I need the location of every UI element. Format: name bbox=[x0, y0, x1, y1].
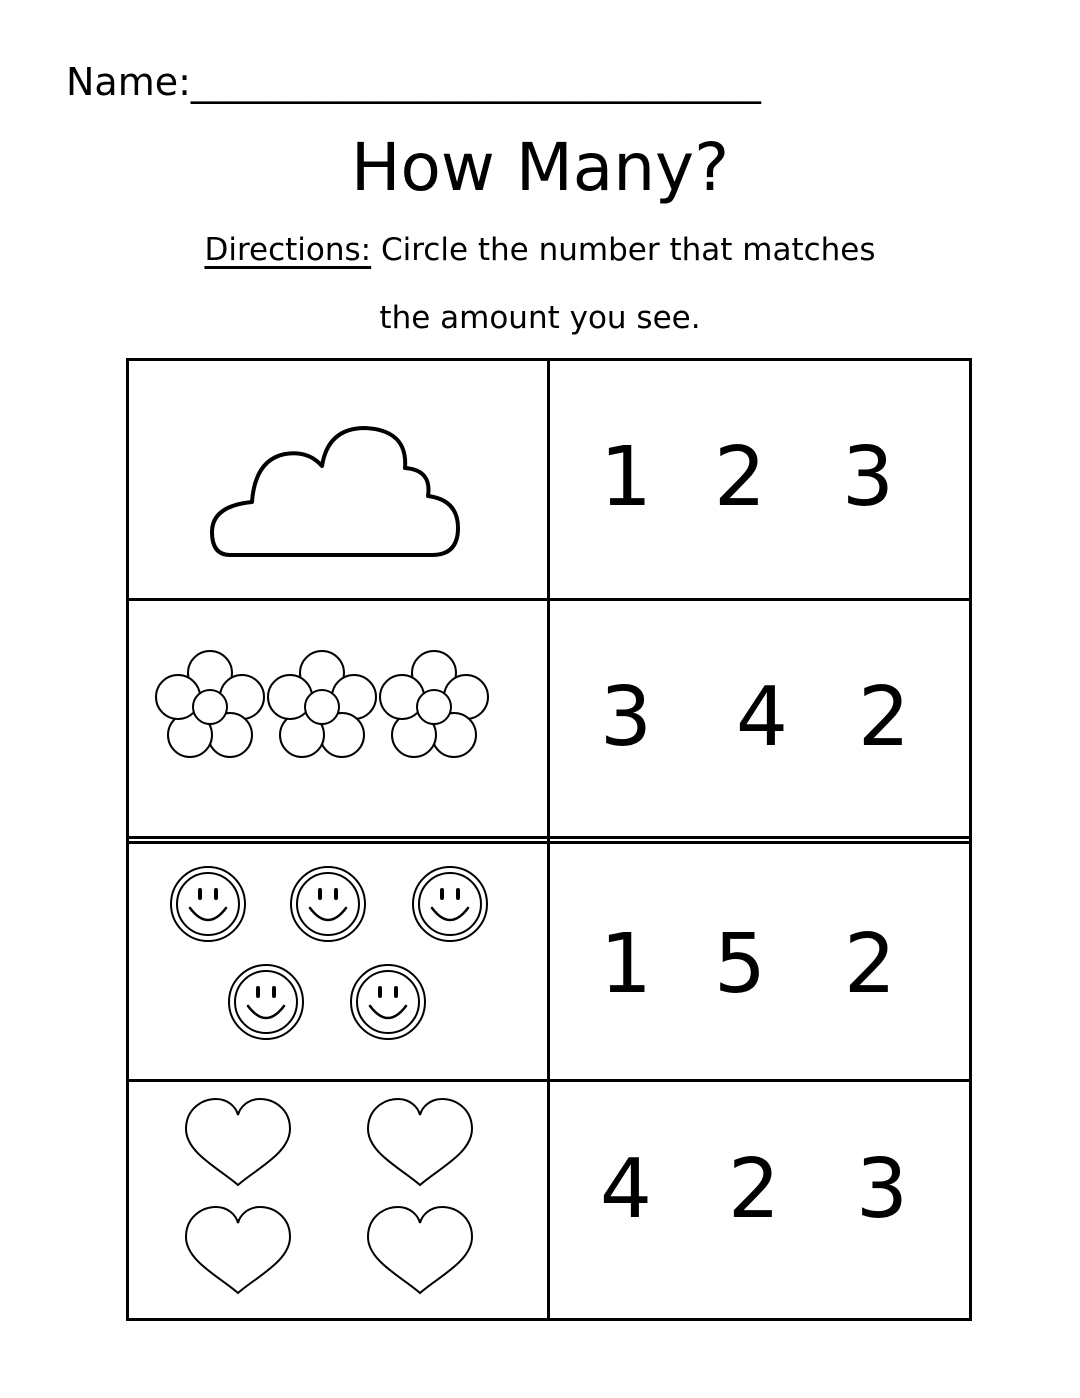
table-divider-row-2 bbox=[126, 836, 972, 839]
flower-icon bbox=[156, 651, 264, 757]
row-1-picture bbox=[200, 420, 470, 570]
row-2-choice-3[interactable]: 2 bbox=[857, 670, 911, 765]
table-divider-row-2b bbox=[126, 841, 972, 844]
cloud-icon bbox=[212, 428, 458, 555]
heart-icon bbox=[186, 1207, 290, 1293]
row-4-choice-3[interactable]: 3 bbox=[855, 1142, 909, 1237]
row-2-picture bbox=[150, 650, 495, 765]
name-blank[interactable]: ______________________________ bbox=[190, 60, 761, 104]
directions-line-1 bbox=[0, 228, 1080, 272]
row-4-choice-1[interactable]: 4 bbox=[599, 1142, 653, 1237]
smiley-face-icon bbox=[351, 965, 425, 1039]
flower-icon bbox=[380, 651, 488, 757]
row-4-choice-2[interactable]: 2 bbox=[727, 1142, 781, 1237]
row-3-picture bbox=[160, 862, 500, 1052]
heart-icon bbox=[368, 1207, 472, 1293]
heart-icon bbox=[368, 1099, 472, 1185]
row-2-choice-2[interactable]: 4 bbox=[735, 670, 789, 765]
smiley-face-icon bbox=[229, 965, 303, 1039]
row-1-choice-3[interactable]: 3 bbox=[841, 430, 895, 525]
name-field[interactable] bbox=[66, 58, 761, 106]
page-title: How Many? bbox=[350, 129, 730, 206]
table-divider-row-3 bbox=[126, 1079, 972, 1082]
heart-icon bbox=[186, 1099, 290, 1185]
row-1-choice-1[interactable]: 1 bbox=[599, 430, 653, 525]
row-3-choice-2[interactable]: 5 bbox=[713, 917, 767, 1012]
row-3-choice-3[interactable]: 2 bbox=[843, 917, 897, 1012]
smiley-face-icon bbox=[171, 867, 245, 941]
row-2-choice-1[interactable]: 3 bbox=[599, 670, 653, 765]
smiley-face-icon bbox=[413, 867, 487, 941]
row-1-choice-2[interactable]: 2 bbox=[713, 430, 767, 525]
directions-text-1: Circle the number that matches bbox=[371, 232, 876, 268]
flower-icon bbox=[268, 651, 376, 757]
row-4-picture bbox=[180, 1095, 480, 1310]
smiley-face-icon bbox=[291, 867, 365, 941]
table-divider-vertical bbox=[547, 358, 550, 1321]
table-border-right bbox=[969, 358, 972, 1321]
row-3-choice-1[interactable]: 1 bbox=[599, 917, 653, 1012]
table-border-left bbox=[126, 358, 129, 1321]
table-divider-row-1 bbox=[126, 598, 972, 601]
name-label: Name: bbox=[66, 60, 191, 104]
directions-label: Directions: bbox=[204, 232, 372, 268]
directions-line-2: the amount you see. bbox=[379, 300, 701, 336]
